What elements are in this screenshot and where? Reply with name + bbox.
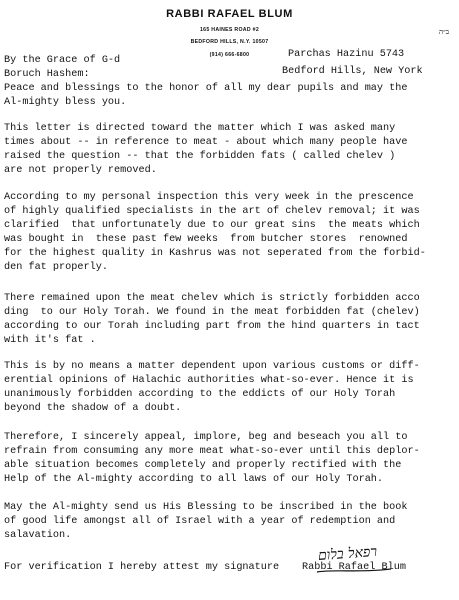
body-line: of highly qualified specialists in the art of chelev removal; it was <box>4 206 420 217</box>
body-line: unanimously forbidden according to the eddicts of our Holy Torah <box>4 389 396 400</box>
letterhead-name: RABBI RAFAEL BLUM <box>166 8 293 20</box>
body-line: Help of the Al-mighty according to all laws of our Holy Torah. <box>4 474 384 485</box>
boruch-hashem-line: Boruch Hashem: <box>4 69 90 80</box>
body-line: May the Al-mighty send us His Blessing to be inscribed in the book <box>4 502 408 513</box>
letterhead-city: BEDFORD HILLS, N.Y. 10507 <box>190 39 269 45</box>
location-line: Bedford Hills, New York <box>282 66 423 77</box>
body-line: are not properly removed. <box>4 165 157 176</box>
body-line: with it's fat . <box>4 335 96 346</box>
body-line: ding to our Holy Torah. We found in the meat forbidden fat (chelev) <box>4 307 420 318</box>
body-line: raised the question -- that the forbidden fats ( called chelev ) <box>4 151 396 162</box>
grace-line: By the Grace of G-d <box>4 55 121 66</box>
bsd-mark: ב״ה <box>438 28 449 36</box>
body-line: Therefore, I sincerely appeal, implore, beg and beseach you all to <box>4 432 408 443</box>
body-line: refrain from consuming any more meat what-so-ever until this deplor- <box>4 446 420 457</box>
body-line: This letter is directed toward the matter which I was asked many <box>4 123 396 134</box>
body-line: There remained upon the meat chelev which is strictly forbidden acco <box>4 293 420 304</box>
letterhead-address: 165 HAINES ROAD #2 <box>199 27 260 33</box>
body-line: According to my personal inspection this very week in the prescence <box>4 192 414 203</box>
body-line: was bought in these past few weeks from butcher stores renowned <box>4 234 408 245</box>
body-line: clarified that unfortunately due to our great sins the meats which <box>4 220 420 231</box>
body-line: beyond the shadow of a doubt. <box>4 403 182 414</box>
body-line: This is by no means a matter dependent upon various customs or diff- <box>4 361 420 372</box>
body-line: able situation becomes completely and properly rectified with the <box>4 460 402 471</box>
body-line: den fat properly. <box>4 262 108 273</box>
body-line: for the highest quality in Kashrus was not seperated from the forbid- <box>4 248 426 259</box>
letterhead-phone: (914) 666-6800 <box>209 52 250 58</box>
body-line: Peace and blessings to the honor of all my dear pupils and may the <box>4 83 408 94</box>
body-line: Al-mighty bless you. <box>4 97 127 108</box>
body-line: salavation. <box>4 530 72 541</box>
body-line: times about -- in reference to meat - about which many people have <box>4 137 408 148</box>
body-line: according to our Torah including part from the hind quarters in tact <box>4 321 420 332</box>
signed-name: Rabbi Rafael Blum <box>302 562 406 573</box>
hebrew-signature: רפאל בלום <box>317 543 378 565</box>
body-line: erential opinions of Halachic authorities what-so-ever. Hence it is <box>4 375 414 386</box>
body-line: of good life amongst all of Israel with a year of redemption and <box>4 516 396 527</box>
verification-line: For verification I hereby attest my signature <box>4 562 280 573</box>
parsha-date: Parchas Hazinu 5743 <box>288 49 405 60</box>
